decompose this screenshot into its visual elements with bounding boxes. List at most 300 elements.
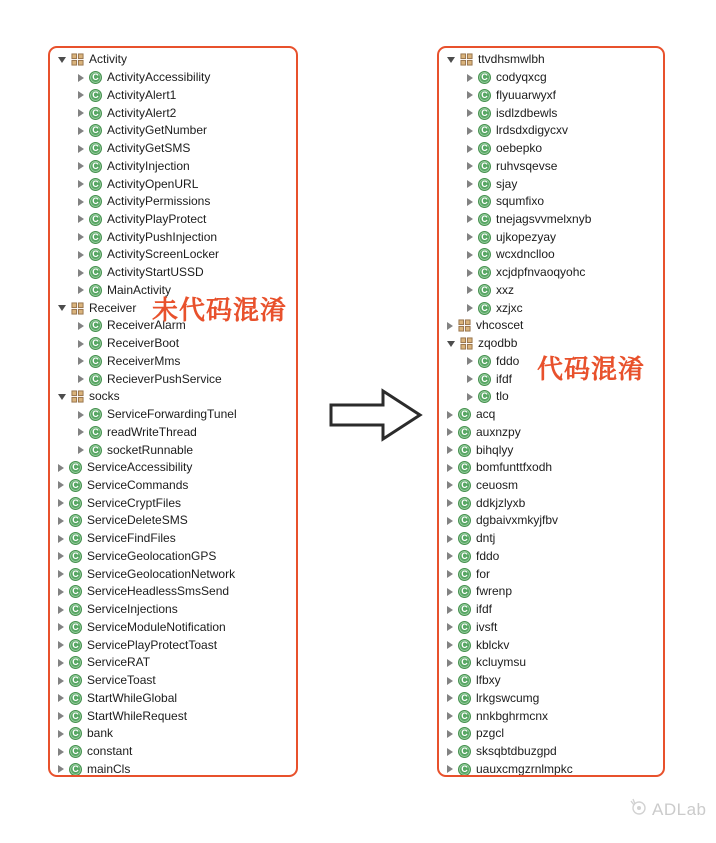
expand-triangle-icon[interactable] xyxy=(78,286,84,294)
tree-row-label: ActivityStartUSSD xyxy=(107,265,204,280)
package-icon xyxy=(460,53,473,66)
tree-row[interactable] xyxy=(50,530,296,548)
expand-triangle-icon[interactable] xyxy=(447,641,453,649)
tree-row[interactable] xyxy=(50,157,296,175)
class-icon: C xyxy=(458,585,471,598)
tree-row-label: dgbaivxmkyjfbv xyxy=(476,513,559,528)
tree-row[interactable] xyxy=(50,654,296,672)
expand-triangle-icon[interactable] xyxy=(447,623,453,631)
tree-row-label: RecieverPushService xyxy=(107,371,222,386)
expand-triangle-icon[interactable] xyxy=(447,481,453,489)
tree-row-label: readWriteThread xyxy=(107,424,197,439)
tree-row[interactable] xyxy=(50,86,296,104)
tree-row-label: ActivityInjection xyxy=(107,158,190,173)
class-icon: C xyxy=(69,568,82,581)
class-icon: C xyxy=(69,461,82,474)
class-icon: C xyxy=(458,692,471,705)
class-icon: C xyxy=(478,248,491,261)
tree-row[interactable] xyxy=(439,317,663,335)
tree-row[interactable] xyxy=(439,264,663,282)
tree-row-label: for xyxy=(476,566,491,581)
tree-row[interactable] xyxy=(439,423,663,441)
tree-row-label: ActivityAlert2 xyxy=(107,105,177,120)
tree-row-label: lrdsdxdigycxv xyxy=(496,123,569,138)
expand-triangle-icon[interactable] xyxy=(78,322,84,330)
tree-row[interactable] xyxy=(50,725,296,743)
tree-row[interactable] xyxy=(439,530,663,548)
expand-triangle-icon[interactable] xyxy=(447,428,453,436)
class-icon: C xyxy=(478,302,491,315)
class-icon: C xyxy=(69,639,82,652)
tree-row[interactable] xyxy=(50,441,296,459)
tree-row-label: ActivityPlayProtect xyxy=(107,211,207,226)
expand-triangle-icon[interactable] xyxy=(467,162,473,170)
tree-row[interactable] xyxy=(50,548,296,566)
expand-triangle-icon[interactable] xyxy=(58,552,64,560)
tree-row[interactable] xyxy=(50,459,296,477)
expand-triangle-icon[interactable] xyxy=(467,198,473,206)
class-icon: C xyxy=(89,178,102,191)
tree-row[interactable] xyxy=(439,157,663,175)
class-icon: C xyxy=(89,373,102,386)
tree-row[interactable] xyxy=(439,104,663,122)
class-icon: C xyxy=(89,195,102,208)
expand-triangle-icon[interactable] xyxy=(58,464,64,472)
tree-row-label: ujkopezyay xyxy=(496,229,557,244)
expand-triangle-icon[interactable] xyxy=(58,499,64,507)
class-icon: C xyxy=(478,213,491,226)
tree-row-label: MainActivity xyxy=(107,282,172,297)
expand-triangle-icon[interactable] xyxy=(447,552,453,560)
tree-row[interactable] xyxy=(50,565,296,583)
tree-row[interactable] xyxy=(50,601,296,619)
tree-row[interactable] xyxy=(50,672,296,690)
tree-row-label: ifdf xyxy=(476,602,493,617)
tree-row-label: kblckv xyxy=(476,637,510,652)
class-icon: C xyxy=(478,124,491,137)
tree-row[interactable] xyxy=(50,51,296,69)
class-icon: C xyxy=(89,124,102,137)
expand-triangle-icon[interactable] xyxy=(78,340,84,348)
expand-triangle-icon[interactable] xyxy=(58,481,64,489)
class-icon: C xyxy=(458,639,471,652)
tree-row[interactable] xyxy=(439,565,663,583)
expand-triangle-icon[interactable] xyxy=(78,127,84,135)
class-icon: C xyxy=(69,532,82,545)
tree-row[interactable] xyxy=(50,494,296,512)
tree-row[interactable] xyxy=(439,193,663,211)
tree-row[interactable] xyxy=(439,282,663,300)
package-icon xyxy=(458,319,471,332)
tree-row[interactable] xyxy=(439,299,663,317)
watermark xyxy=(628,797,706,822)
class-icon: C xyxy=(69,603,82,616)
expand-triangle-icon[interactable] xyxy=(447,748,453,756)
collapse-triangle-icon[interactable] xyxy=(58,305,66,311)
expand-triangle-icon[interactable] xyxy=(467,127,473,135)
tree-row-label: fddo xyxy=(476,548,500,563)
watermark-text: ADLab xyxy=(652,799,707,819)
expand-triangle-icon[interactable] xyxy=(467,180,473,188)
tree-row[interactable] xyxy=(50,370,296,388)
class-icon: C xyxy=(458,426,471,439)
tree-row[interactable] xyxy=(439,51,663,69)
expand-triangle-icon[interactable] xyxy=(447,446,453,454)
class-icon: C xyxy=(69,763,82,775)
expand-triangle-icon[interactable] xyxy=(467,251,473,259)
tree-row[interactable] xyxy=(50,69,296,87)
class-icon: C xyxy=(69,514,82,527)
class-icon: C xyxy=(478,142,491,155)
tree-row-label: ServiceToast xyxy=(87,673,156,688)
collapse-triangle-icon[interactable] xyxy=(447,341,455,347)
tree-row-label: ActivityAccessibility xyxy=(107,70,211,85)
tree-row-label: ActivityGetNumber xyxy=(107,123,208,138)
expand-triangle-icon[interactable] xyxy=(78,198,84,206)
class-icon: C xyxy=(89,71,102,84)
class-icon: C xyxy=(69,656,82,669)
tree-row-label: Receiver xyxy=(89,300,137,315)
tree-row[interactable] xyxy=(50,228,296,246)
tree-row-label: ServiceModuleNotification xyxy=(87,619,226,634)
expand-triangle-icon[interactable] xyxy=(78,446,84,454)
expand-triangle-icon[interactable] xyxy=(78,180,84,188)
expand-triangle-icon[interactable] xyxy=(58,588,64,596)
class-icon: C xyxy=(69,692,82,705)
expand-triangle-icon[interactable] xyxy=(78,428,84,436)
tree-row[interactable] xyxy=(439,140,663,158)
tree-row[interactable] xyxy=(439,388,663,406)
tree-row[interactable] xyxy=(50,175,296,193)
class-icon: C xyxy=(458,656,471,669)
tree-row-label: bomfunttfxodh xyxy=(476,460,553,475)
class-icon: C xyxy=(69,745,82,758)
tree-row[interactable] xyxy=(439,672,663,690)
tree-row[interactable] xyxy=(439,494,663,512)
tree-row[interactable] xyxy=(50,388,296,406)
expand-triangle-icon[interactable] xyxy=(58,765,64,773)
class-icon: C xyxy=(458,710,471,723)
tree-row[interactable] xyxy=(439,760,663,775)
tree-row-label: xxz xyxy=(496,282,514,297)
expand-triangle-icon[interactable] xyxy=(447,659,453,667)
expand-triangle-icon[interactable] xyxy=(447,765,453,773)
expand-triangle-icon[interactable] xyxy=(78,357,84,365)
tree-row-label: ReceiverAlarm xyxy=(107,318,186,333)
expand-triangle-icon[interactable] xyxy=(58,623,64,631)
expand-triangle-icon[interactable] xyxy=(58,730,64,738)
tree-row[interactable] xyxy=(439,122,663,140)
expand-triangle-icon[interactable] xyxy=(78,74,84,82)
expand-triangle-icon[interactable] xyxy=(447,730,453,738)
expand-triangle-icon[interactable] xyxy=(78,375,84,383)
tree-row-label: StartWhileGlobal xyxy=(87,690,178,705)
tree-row[interactable] xyxy=(50,140,296,158)
class-icon: C xyxy=(478,266,491,279)
tree-row[interactable] xyxy=(439,69,663,87)
tree-row[interactable] xyxy=(50,583,296,601)
tree-row-label: ActivityOpenURL xyxy=(107,176,199,191)
expand-triangle-icon[interactable] xyxy=(58,677,64,685)
tree-row-label: constant xyxy=(87,744,133,758)
class-icon: C xyxy=(478,89,491,102)
class-icon: C xyxy=(478,355,491,368)
tree-row-label: StartWhileRequest xyxy=(87,708,188,723)
class-icon: C xyxy=(458,479,471,492)
class-icon: C xyxy=(89,355,102,368)
class-icon: C xyxy=(69,710,82,723)
tree-row[interactable] xyxy=(50,122,296,140)
tree-row[interactable] xyxy=(50,406,296,424)
tree-row-label: socks xyxy=(89,389,120,404)
expand-triangle-icon[interactable] xyxy=(58,641,64,649)
package-icon xyxy=(71,53,84,66)
tree-row-label: ruhvsqevse xyxy=(496,158,558,173)
tree-row[interactable] xyxy=(439,441,663,459)
tree-row[interactable] xyxy=(50,619,296,637)
class-icon: C xyxy=(458,444,471,457)
tree-row[interactable] xyxy=(439,406,663,424)
tree-row[interactable] xyxy=(439,548,663,566)
tree-row-label: ServiceRAT xyxy=(87,655,151,670)
class-icon: C xyxy=(458,745,471,758)
tree-row-label: ttvdhsmwlbh xyxy=(478,52,545,67)
class-icon: C xyxy=(458,674,471,687)
tree-row[interactable] xyxy=(439,743,663,761)
tree-row[interactable] xyxy=(439,725,663,743)
tree-row[interactable] xyxy=(439,689,663,707)
tree-row-label: squmfixo xyxy=(496,194,545,209)
expand-triangle-icon[interactable] xyxy=(58,748,64,756)
tree-row[interactable] xyxy=(50,477,296,495)
expand-triangle-icon[interactable] xyxy=(467,91,473,99)
class-icon: C xyxy=(458,461,471,474)
class-icon: C xyxy=(89,142,102,155)
class-icon: C xyxy=(89,426,102,439)
tree-row-label: tlo xyxy=(496,389,509,404)
package-icon xyxy=(71,390,84,403)
tree-row-label: wcxdnclloo xyxy=(496,247,555,262)
expand-triangle-icon[interactable] xyxy=(58,517,64,525)
expand-triangle-icon[interactable] xyxy=(447,411,453,419)
class-icon: C xyxy=(478,195,491,208)
expand-triangle-icon[interactable] xyxy=(78,162,84,170)
class-icon: C xyxy=(458,514,471,527)
tree-row[interactable] xyxy=(50,104,296,122)
tree-row-label: acq xyxy=(476,407,496,422)
tree-row[interactable] xyxy=(439,211,663,229)
tree-row-label: pzgcl xyxy=(476,726,505,741)
tree-row-label: ServiceFindFiles xyxy=(87,531,176,546)
class-icon: C xyxy=(478,390,491,403)
expand-triangle-icon[interactable] xyxy=(447,322,453,330)
class-icon: C xyxy=(478,231,491,244)
tree-row[interactable] xyxy=(439,175,663,193)
tree-row-label: ceuosm xyxy=(476,477,519,492)
expand-triangle-icon[interactable] xyxy=(447,464,453,472)
tree-row[interactable] xyxy=(439,636,663,654)
expand-triangle-icon[interactable] xyxy=(58,570,64,578)
tree-row-label: dntj xyxy=(476,531,496,546)
class-icon: C xyxy=(69,727,82,740)
collapse-triangle-icon[interactable] xyxy=(447,57,455,63)
expand-triangle-icon[interactable] xyxy=(447,677,453,685)
tree-row-label: ifdf xyxy=(496,371,513,386)
tree-row[interactable] xyxy=(50,335,296,353)
tree-row-label: ServiceGeolocationGPS xyxy=(87,548,217,563)
tree-row[interactable] xyxy=(439,512,663,530)
tree-row[interactable] xyxy=(439,654,663,672)
tree-row[interactable] xyxy=(439,619,663,637)
expand-triangle-icon[interactable] xyxy=(447,606,453,614)
tree-row-label: ddkjzlyxb xyxy=(476,495,526,510)
expand-triangle-icon[interactable] xyxy=(467,269,473,277)
tree-row-label: isdlzdbewls xyxy=(496,105,558,120)
class-icon: C xyxy=(89,231,102,244)
tree-row-label: sjay xyxy=(496,176,518,191)
tree-row[interactable] xyxy=(50,636,296,654)
class-icon: C xyxy=(69,585,82,598)
expand-triangle-icon[interactable] xyxy=(467,286,473,294)
tree-row[interactable] xyxy=(50,246,296,264)
tree-row-label: xcjdpfnvaoqyohc xyxy=(496,265,586,280)
class-icon: C xyxy=(458,532,471,545)
tree-row-label: bank xyxy=(87,726,114,741)
expand-triangle-icon[interactable] xyxy=(447,535,453,543)
class-icon: C xyxy=(89,319,102,332)
class-icon: C xyxy=(69,621,82,634)
expand-triangle-icon[interactable] xyxy=(447,517,453,525)
class-icon: C xyxy=(458,603,471,616)
tree-row[interactable] xyxy=(50,512,296,530)
obfuscated-class-tree xyxy=(439,48,663,775)
tree-row-label: ReceiverBoot xyxy=(107,336,180,351)
expand-triangle-icon[interactable] xyxy=(58,606,64,614)
class-icon: C xyxy=(478,373,491,386)
expand-triangle-icon[interactable] xyxy=(78,109,84,117)
expand-triangle-icon[interactable] xyxy=(78,215,84,223)
tree-row-label: ServiceCryptFiles xyxy=(87,495,182,510)
class-icon: C xyxy=(69,674,82,687)
expand-triangle-icon[interactable] xyxy=(467,233,473,241)
tree-row[interactable] xyxy=(439,459,663,477)
tree-row-label: ServicePlayProtectToast xyxy=(87,637,218,652)
expand-triangle-icon[interactable] xyxy=(78,145,84,153)
tree-row[interactable] xyxy=(50,352,296,370)
expand-triangle-icon[interactable] xyxy=(467,74,473,82)
class-icon: C xyxy=(458,550,471,563)
collapse-triangle-icon[interactable] xyxy=(58,394,66,400)
tree-row[interactable] xyxy=(439,477,663,495)
expand-triangle-icon[interactable] xyxy=(467,109,473,117)
tree-row[interactable] xyxy=(50,423,296,441)
class-icon: C xyxy=(458,497,471,510)
tree-row-label: codyqxcg xyxy=(496,70,547,85)
tree-row-label: ServiceHeadlessSmsSend xyxy=(87,584,230,599)
class-icon: C xyxy=(89,337,102,350)
tree-row[interactable] xyxy=(50,689,296,707)
tree-row[interactable] xyxy=(439,601,663,619)
expand-triangle-icon[interactable] xyxy=(78,251,84,259)
expand-triangle-icon[interactable] xyxy=(447,694,453,702)
class-icon: C xyxy=(478,284,491,297)
tree-row-label: ServiceDeleteSMS xyxy=(87,513,188,528)
tree-row-label: Activity xyxy=(89,52,128,67)
expand-triangle-icon[interactable] xyxy=(467,145,473,153)
tree-row-label: uauxcmgzrnlmpkc xyxy=(476,761,573,775)
class-icon: C xyxy=(89,408,102,421)
tree-row-label: ServiceInjections xyxy=(87,602,178,617)
tree-row[interactable] xyxy=(439,228,663,246)
tree-row[interactable] xyxy=(50,743,296,761)
class-icon: C xyxy=(89,444,102,457)
expand-triangle-icon[interactable] xyxy=(78,233,84,241)
tree-row-label: kcluymsu xyxy=(476,655,527,670)
expand-triangle-icon[interactable] xyxy=(58,712,64,720)
expand-triangle-icon[interactable] xyxy=(467,215,473,223)
expand-triangle-icon[interactable] xyxy=(78,91,84,99)
tree-row-label: bihqlyy xyxy=(476,442,514,457)
tree-row[interactable] xyxy=(439,583,663,601)
tree-row[interactable] xyxy=(50,707,296,725)
adlab-logo-icon xyxy=(628,797,648,822)
tree-row-label: fwrenp xyxy=(476,584,513,599)
expand-triangle-icon[interactable] xyxy=(58,694,64,702)
expand-triangle-icon[interactable] xyxy=(58,659,64,667)
package-icon xyxy=(460,337,473,350)
tree-row-label: vhcoscet xyxy=(476,318,524,333)
tree-row-label: ActivityPermissions xyxy=(107,194,211,209)
expand-triangle-icon[interactable] xyxy=(78,269,84,277)
tree-row[interactable] xyxy=(50,760,296,775)
tree-row-label: zqodbb xyxy=(478,336,518,351)
class-icon: C xyxy=(69,550,82,563)
class-icon: C xyxy=(89,284,102,297)
tree-row-label: ActivityScreenLocker xyxy=(107,247,220,262)
expand-triangle-icon[interactable] xyxy=(467,357,473,365)
obfuscated-tree-panel xyxy=(437,46,665,777)
tree-row[interactable] xyxy=(50,264,296,282)
tree-row[interactable] xyxy=(439,707,663,725)
expand-triangle-icon[interactable] xyxy=(78,411,84,419)
expand-triangle-icon[interactable] xyxy=(447,570,453,578)
tree-row-label: ReceiverMms xyxy=(107,353,181,368)
expand-triangle-icon[interactable] xyxy=(447,712,453,720)
class-icon: C xyxy=(69,479,82,492)
annotation-obfuscated: 代码混淆 xyxy=(537,354,646,384)
tree-row[interactable] xyxy=(439,246,663,264)
class-icon: C xyxy=(89,160,102,173)
tree-row[interactable] xyxy=(50,211,296,229)
expand-triangle-icon[interactable] xyxy=(467,375,473,383)
tree-row-label: fddo xyxy=(496,353,520,368)
tree-row[interactable] xyxy=(50,193,296,211)
unobfuscated-class-tree xyxy=(50,48,296,775)
tree-row-label: mainCls xyxy=(87,761,131,775)
class-icon: C xyxy=(89,213,102,226)
tree-row-label: sksqbtdbuzgpd xyxy=(476,744,557,758)
expand-triangle-icon[interactable] xyxy=(467,304,473,312)
expand-triangle-icon[interactable] xyxy=(467,393,473,401)
collapse-triangle-icon[interactable] xyxy=(58,57,66,63)
tree-row-label: tnejagsvvmelxnyb xyxy=(496,211,592,226)
tree-row-label: lrkgswcumg xyxy=(476,690,540,705)
tree-row-label: xzjxc xyxy=(496,300,523,315)
expand-triangle-icon[interactable] xyxy=(447,499,453,507)
tree-row[interactable] xyxy=(439,86,663,104)
expand-triangle-icon[interactable] xyxy=(58,535,64,543)
expand-triangle-icon[interactable] xyxy=(447,588,453,596)
